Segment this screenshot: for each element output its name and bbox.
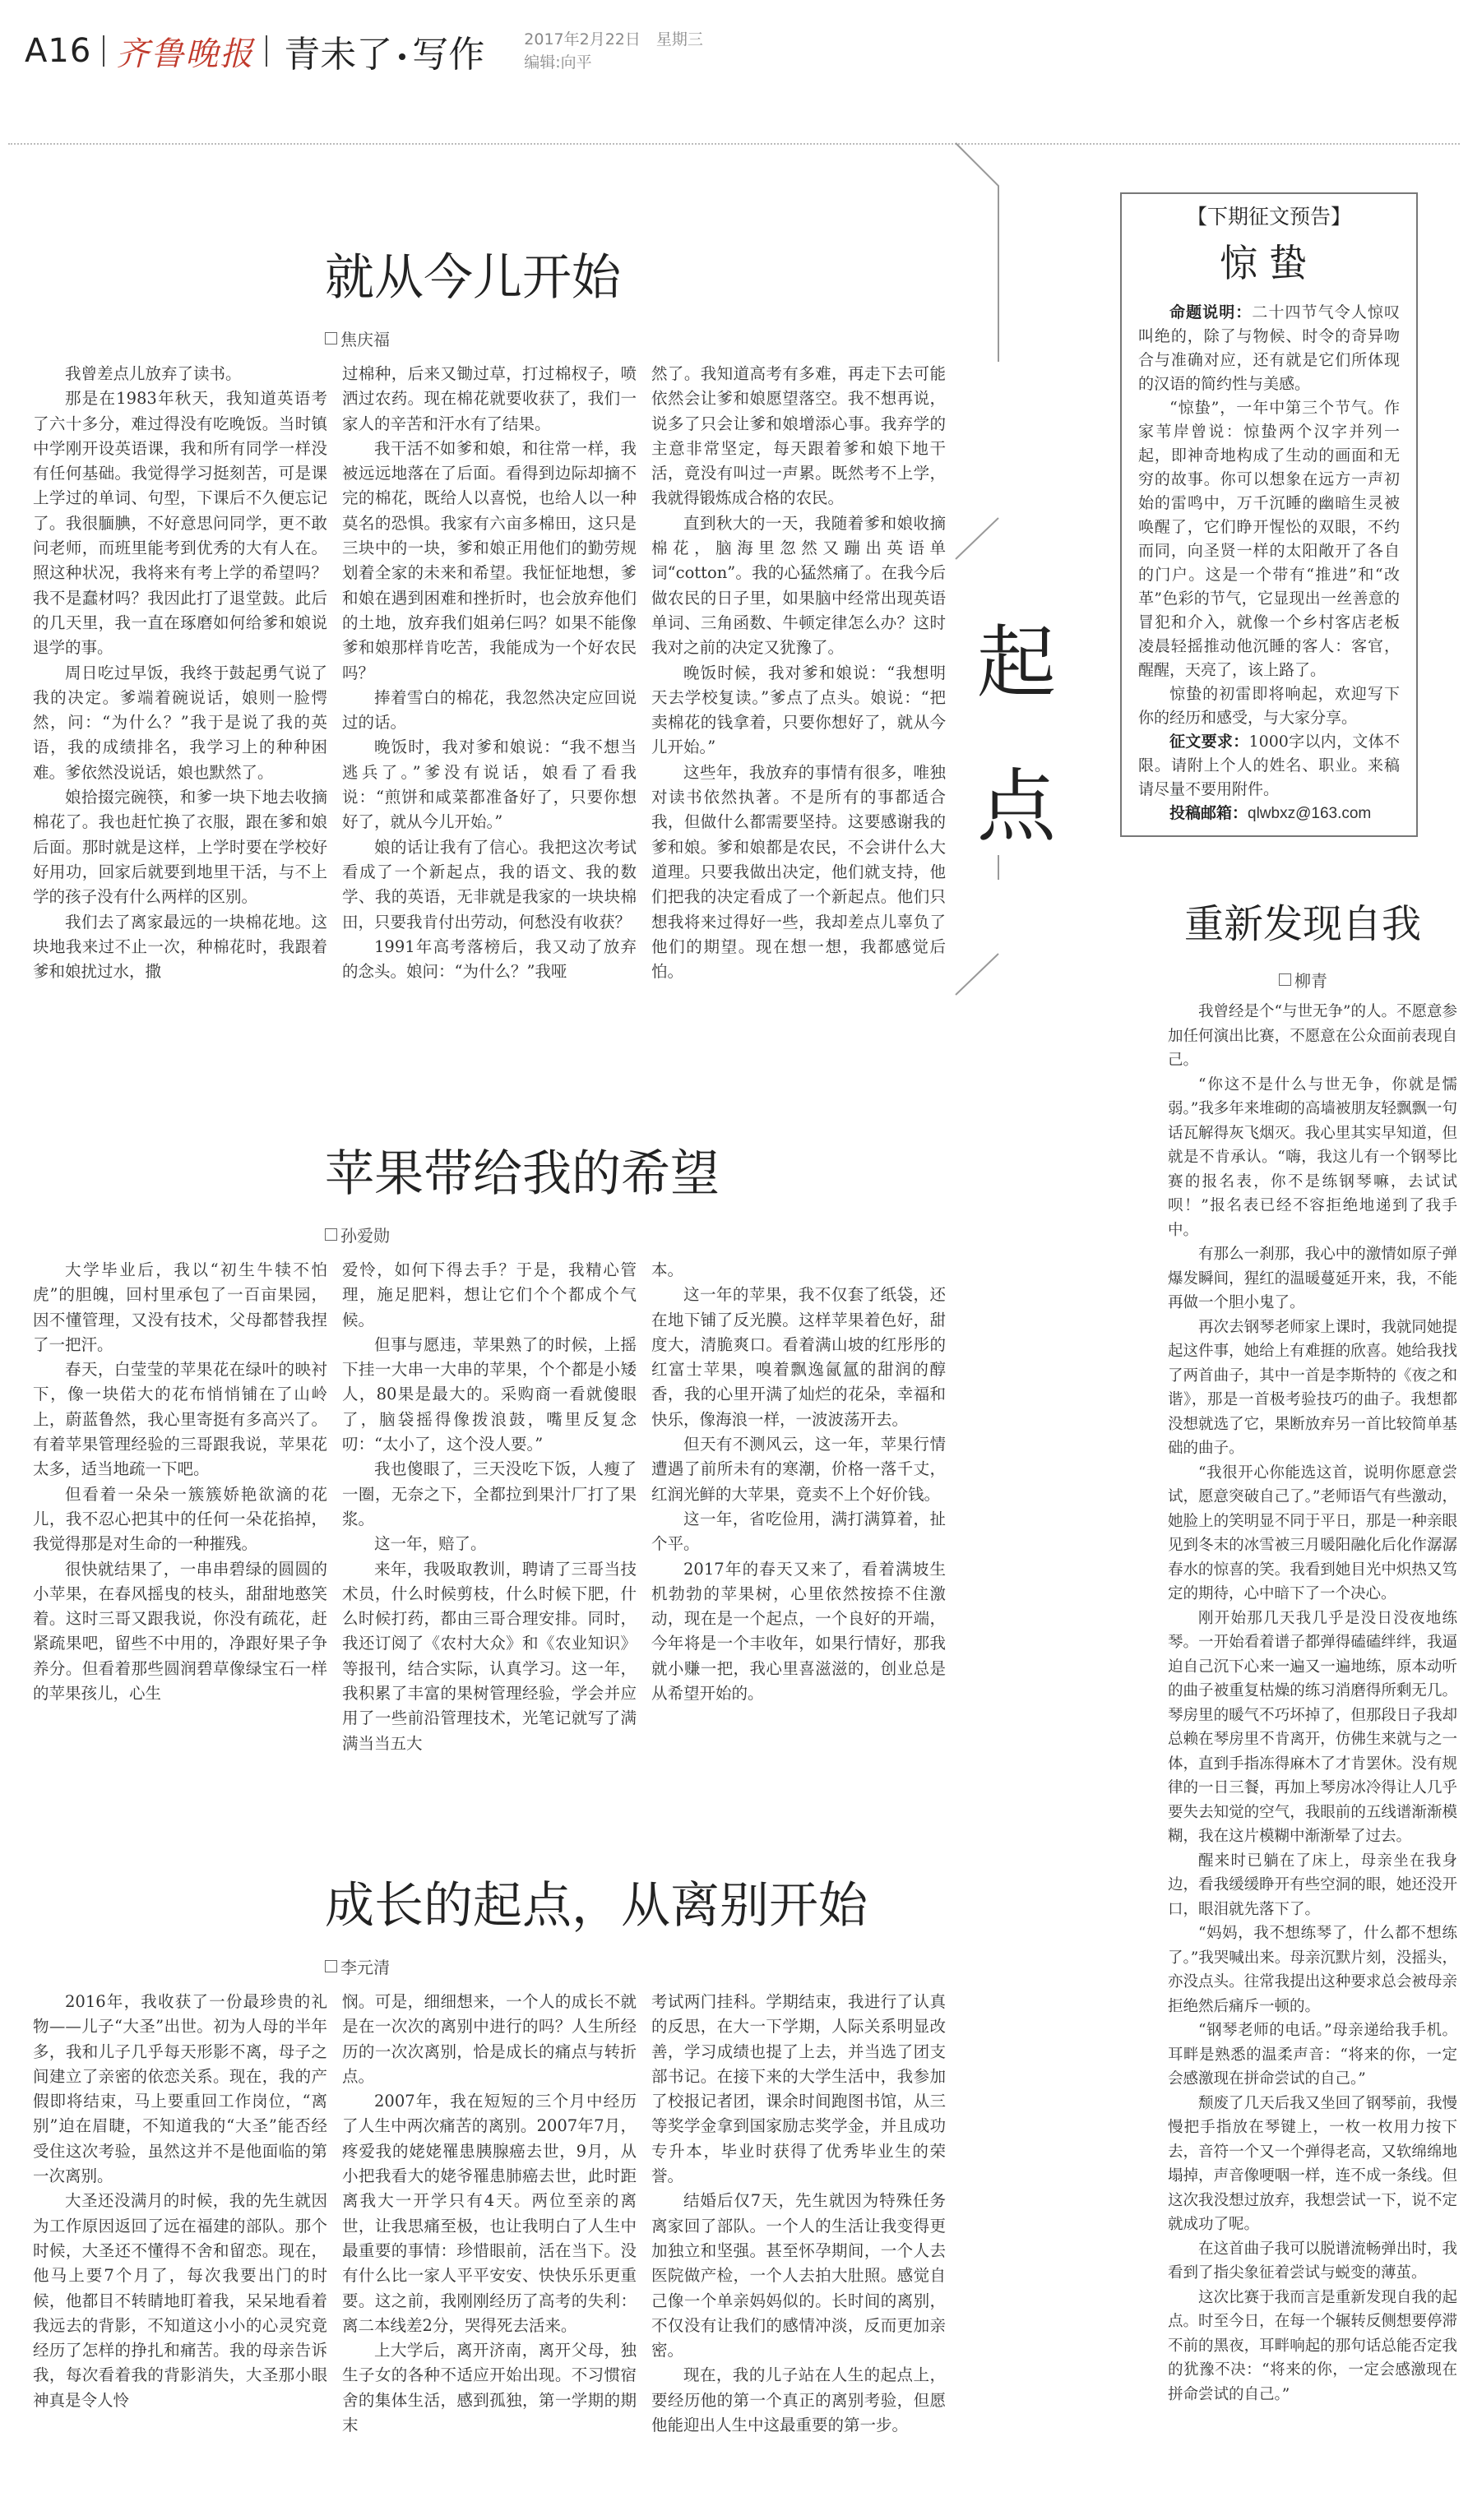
article-3-byline [325, 1954, 390, 1978]
paragraph: 2017年的春天又来了，看着满坡生机勃勃的苹果树，心里依然按捺不住激动，现在是一个起点，一个良好的开端，今年将是一个丰收年，如果行情好，那我就小赚一把，我心里喜滋滋的，创业总是从希望开始的。 [651, 1559, 946, 1704]
article-1-col-1 [33, 362, 327, 1102]
paragraph: 晚饭时候，我对爹和娘说：“我想明天去学校复读。”爹点了点头。娘说：“把卖棉花的钱拿着，只要你想好了，就从今儿开始。” [651, 663, 946, 757]
article-4-title: 重新发现自我 [1184, 901, 1422, 947]
paragraph: 来年，我吸取教训，聘请了三哥当技术员，什么时候剪枝，什么时候下肥，什么时候打药，都由三哥合理安排。同时，我还订阅了《农村大众》和《农业知识》等报刊，结合实际，认真学习。这一年，我积累了丰富的果树管理经验，学会并应用了一些前沿管理技术，光笔记就写了满满当当五大 [342, 1559, 637, 1753]
article-2-col-2 [342, 1258, 637, 1842]
paragraph: 现在，我的儿子站在人生的起点上，要经历他的第一个真正的离别考验，但愿他能迎出人生中这最重要的第一步。 [651, 2365, 946, 2435]
paragraph: 爱怜，如何下得去手？于是，我精心管理，施足肥料，想让它们个个都成个气候。 [342, 1260, 637, 1329]
section-title-main: 青未了 [284, 34, 393, 76]
paragraph: 捧着雪白的棉花，我忽然决定应回说过的话。 [342, 687, 637, 733]
paragraph: 我也傻眼了，三天没吃下饭，人瘦了一圈，无奈之下，全都拉到果汁厂打了果浆。 [342, 1459, 637, 1528]
section-title [284, 25, 484, 77]
paragraph: 我曾差点儿放弃了读书。 [65, 364, 242, 383]
article-3-title: 成长的起点，从离别开始 [325, 1877, 868, 1935]
article-1-col-3 [651, 362, 946, 1102]
paragraph: 在这首曲子我可以脱谱流畅弹出时，我看到了指尖象征着尝试与蜕变的薄茧。 [1168, 2240, 1457, 2282]
paragraph: 颓废了几天后我又坐回了钢琴前，我慢慢把手指放在琴键上，一枚一枚用力按下去，音符一个又一个弹得老高，又软绵绵地塌掉，声音像哽咽一样，连不成一条线。但这次我没想过放弃，我想尝试一下，说不定就成功了呢。 [1168, 2094, 1457, 2233]
paragraph: 我干活不如爹和娘，和往常一样，我被远远地落在了后面。看得到边际却摘不完的棉花，既给人以喜悦，也给人以一种莫名的恐惧。我家有六亩多棉田，这只是三块中的一块，爹和娘正用他们的勤劳规划着全家的未来和希望。我怔怔地想，爹和娘在遇到困难和挫折时，也会放弃他们的土地，放弃我们姐弟仨吗？如果不能像爹和娘那样肯吃苦，我能成为一个好农民吗？ [342, 438, 637, 682]
notice-paragraph: 惊蛰的初雷即将响起，欢迎写下你的经历和感受，与大家分享。 [1138, 685, 1400, 727]
article-3-col-3 [651, 1990, 946, 2499]
byline-box-icon [1279, 973, 1291, 986]
paragraph: 醒来时已躺在了床上，母亲坐在我身边，看我缓缓睁开有些空洞的眼，她还没开口，眼泪就先落下了。 [1168, 1852, 1457, 1918]
notice-description [1138, 301, 1400, 396]
article-3-body [33, 1990, 946, 2499]
header-rule [8, 143, 1460, 145]
article-4-author: 柳青 [1294, 971, 1327, 991]
notice-email-label: 投稿邮箱： [1169, 804, 1248, 822]
paragraph: 刚开始那几天我几乎是没日没夜地练琴。一开始看着谱子都弹得磕磕绊绊，我逼迫自己沉下心来一遍又一遍地练，原本动听的曲子被重复枯燥的练习消磨得所剩无几。琴房里的暖气不巧坏掉了，但那段日子我却总赖在琴房里不肯离开，仿佛生来就与之一体，直到手指冻得麻木了才肯罢休。没有规律的一日三餐，再加上琴房冰冷得让人几乎要失去知觉的空气，我眼前的五线谱渐渐模糊，我在这片模糊中渐渐晕了过去。 [1168, 1609, 1457, 1845]
article-3-col-2 [342, 1990, 637, 2499]
article-2-title: 苹果带给我的希望 [325, 1145, 720, 1203]
paragraph: “我很开心你能选这首，说明你愿意尝试，愿意突破自己了。”老师语气有些激动，她脸上的笑明显不同于平日，那是一种亲眼见到冬末的冰雪被三月暖阳融化后化作潺潺春水的惊喜的笑。我看到她目光中炽热又笃定的期待，心中暗下了一个决心。 [1168, 1463, 1457, 1602]
page-number: A16 [25, 32, 92, 70]
paragraph: 但看着一朵朵一簇簇娇艳欲滴的花儿，我不忍心把其中的任何一朵花掐掉，我觉得那是对生命的一种摧残。 [33, 1484, 327, 1554]
paragraph: 结婚后仅7天，先生就因为特殊任务离家回了部队。一个人的生活让我变得更加独立和坚强。甚至怀孕期间，一个人去医院做产检，一个人去拍大肚照。感觉自己像一个单亲妈妈似的。长时间的离别，不仅没有让我们的感情冲淡，反而更加亲密。 [651, 2191, 946, 2360]
paragraph: 我们去了离家最远的一块棉花地。这块地我来过不止一次，种棉花时，我跟着爹和娘扰过水，撒 [33, 912, 327, 982]
article-3-col-1 [33, 1990, 327, 2499]
editor-credit: 编辑:向平 [524, 53, 592, 72]
issue-meta [524, 28, 703, 74]
paragraph: 这一年，赔了。 [374, 1534, 487, 1554]
paragraph: 上大学后，离开济南，离开父母，独生子女的各种不适应开始出现。不习惯宿舍的集体生活，感到孤独，第一学期的期末 [342, 2341, 637, 2435]
article-1-author: 焦庆福 [340, 330, 390, 349]
article-1-body [33, 362, 946, 1102]
paragraph: 再次去钢琴老师家上课时，我就同她提起这件事，她给上有难捱的欣喜。她给我找了两首曲子，其中一首是李斯特的《夜之和谐》，那是一首极考验技巧的曲子。我想都没想就选了它，果断放弃另一首比较简单基础的曲子。 [1168, 1318, 1457, 1457]
article-2-body [33, 1258, 946, 1842]
article-4-body [1168, 1000, 1457, 2504]
article-1-byline [325, 326, 390, 350]
notice-requirements [1138, 730, 1400, 802]
notice-tag: 【下期征文预告】 [1186, 205, 1351, 229]
byline-box-icon [325, 332, 337, 344]
paragraph: 本。 [651, 1260, 684, 1279]
divider-line-mid [956, 518, 998, 559]
notice-req-label: 征文要求： [1169, 733, 1249, 751]
paragraph: 过棉种，后来又锄过草，打过棉杈子，喷洒过农药。现在棉花就要收获了，我们一家人的辛苦和汗水有了结果。 [342, 364, 637, 433]
byline-box-icon [325, 1228, 337, 1241]
paragraph: 但天有不测风云，这一年，苹果行情遭遇了前所未有的寒潮，价格一落千丈，红润光鲜的大苹果，竟卖不上个好价钱。 [651, 1435, 946, 1504]
notice-email-line [1138, 802, 1400, 825]
article-2-byline [325, 1223, 390, 1246]
paragraph: 但事与愿违，苹果熟了的时候，上摇下挂一大串一大串的苹果，个个都是小矮人，80果是最大的。采购商一看就傻眼了，脑袋摇得像拨浪鼓，嘴里反复念叨：“太小了，这个没人要。” [342, 1334, 637, 1454]
paragraph: 2016年，我收获了一份最珍贵的礼物——儿子“大圣”出世。初为人母的半年多，我和儿子几乎每天形影不离，母子之间建立了亲密的依恋关系。现在，我的产假即将结束，马上要重回工作岗位，“离别”迫在眉睫，不知道我的“大圣”能否经受住这次考验，虽然这并不是他面临的第一次离别。 [33, 1992, 327, 2186]
paragraph: 大学毕业后，我以“初生牛犊不怕虎”的胆魄，回村里承包了一百亩果园，因不懂管理，又没有技术，父母都替我捏了一把汗。 [33, 1260, 327, 1354]
issue-date: 2017年2月22日 星期三 [524, 30, 703, 49]
call-for-submissions-box [1120, 192, 1418, 837]
section-mark-char-1: 起 [977, 617, 1056, 709]
section-dot [399, 53, 405, 60]
paragraph: “你这不是什么与世无争，你就是懦弱。”我多年来堆砌的高墙被朋友轻飘飘一句话瓦解得灰飞烟灭。我心里其实早知道，但就是不肯承认。“嗨，我这儿有一个钢琴比赛的报名表，你不是练钢琴嘛，去试试呗！”报名表已经不容拒绝地递到了我手中。 [1168, 1075, 1457, 1239]
paragraph: 直到秋大的一天，我随着爹和娘收摘棉花，脑海里忽然又蹦出英语单词“cotton”。我的心猛然痛了。在我今后做农民的日子里，如果脑中经常出现英语单词、三角函数、牛顿定律怎么办？这时我对之前的决定又犹豫了。 [651, 513, 946, 658]
paragraph: 春天，白莹莹的苹果花在绿叶的映衬下，像一块偌大的花布悄悄铺在了山岭上，蔚蓝鲁然，我心里寄挺有多高兴了。有着苹果管理经验的三哥跟我说，苹果花太多，适当地疏一下吧。 [33, 1360, 327, 1479]
article-1-title: 就从今儿开始 [325, 249, 621, 307]
notice-desc-label: 命题说明： [1169, 303, 1253, 321]
paragraph: 周日吃过早饭，我终于鼓起勇气说了我的决定。爹端着碗说话，娘则一脸愕然，问：“为什么？”我于是说了我的英语，我的成绩排名，我学习上的种种困难。爹依然没说话，娘也默然了。 [33, 663, 327, 782]
paragraph: 那是在1983年秋天，我知道英语考了六十多分，难过得没有吃晚饭。当时镇中学刚开设英语课，我和所有同学一样没有任何基础。我觉得学习挺刻苦，可是课上学过的单词、句型，下课后不久便忘记了。我很腼腆，不好意思问同学，更不敢问老师，而班里能考到优秀的大有人在。照这种状况，我将来有考上学的希望吗？我不是蠢材吗？我因此打了退堂鼓。此后的几天里，我一直在琢磨如何给爹和娘说退学的事。 [33, 389, 327, 658]
paragraph: 2007年，我在短短的三个月中经历了人生中两次痛苦的离别。2007年7月，疼爱我的姥姥罹患胰腺癌去世，9月，从小把我看大的姥爷罹患肺癌去世，此时距离我大一开学只有4天。两位至亲的离世，让我思痛至极，也让我明白了人生中最重要的事情：珍惜眼前，活在当下。没有什么比一家人平平安安、快快乐乐更重要。这之前，我刚刚经历了高考的失利：离二本线差2分，哭得死去活来。 [342, 2092, 637, 2335]
section-title-sub: 写作 [412, 34, 485, 76]
article-4-col-1 [1168, 1000, 1457, 2504]
masthead-divider [103, 35, 104, 67]
paragraph: 大圣还没满月的时候，我的先生就因为工作原因返回了远在福建的部队。那个时候，大圣还不懂得不舍和留恋。现在，他马上要7个月了，每次我要出门的时候，他都目不转睛地盯着我，呆呆地看着我远去的背影，不知道这小小的心灵究竟经历了怎样的挣扎和痛苦。我的母亲告诉我，每次看着我的背影消失，大圣那小眼神真是令人怜 [33, 2191, 327, 2410]
paragraph: 悯。可是，细细想来，一个人的成长不就是在一次次的离别中进行的吗？人生所经历的一次次离别，恰是成长的痛点与转折点。 [342, 1992, 637, 2086]
paragraph: 这一年，省吃俭用，满打满算着，扯个平。 [651, 1509, 946, 1554]
paragraph: 娘的话让我有了信心。我把这次考试看成了一个新起点，我的语文、我的数学、我的英语，无非就是我家的一块块棉田，只要我肯付出劳动，何愁没有收获？ [342, 837, 637, 932]
submission-email[interactable]: qlwbxz@163.com [1248, 805, 1372, 822]
paragraph: 晚饭时，我对爹和娘说：“我不想当逃兵了。”爹没有说话，娘看了看我说：“煎饼和咸菜都准备好了，只要你想好了，就从今儿开始。” [342, 738, 637, 832]
paragraph: 娘拾掇完碗筷，和爹一块下地去收摘棉花了。我也赶忙换了衣服，跟在爹和娘后面。那时就是这样，上学时要在学校好好用功，回家后就要到地里干活，与不上学的孩子没有什么两样的区别。 [33, 788, 327, 907]
paragraph: “钢琴老师的电话。”母亲递给我手机。耳畔是熟悉的温柔声音：“将来的你，一定会感激现在拼命尝试的自己。” [1168, 2022, 1457, 2088]
paragraph: 有那么一刹那，我心中的激情如原子弹爆发瞬间，猩红的温暖蔓延开来，我，不能再做一个胆小鬼了。 [1168, 1246, 1457, 1311]
paragraph: 很快就结果了，一串串碧绿的圆圆的小苹果，在春风摇曳的枝头，甜甜地憨笑着。这时三哥又跟我说，你没有疏花，赶紧疏果吧，留些不中用的，净跟好果子争养分。但看着那些圆润碧草像绿宝石一样的苹果孩儿，心生 [33, 1559, 327, 1704]
masthead-divider [266, 35, 267, 67]
notice-title: 惊蛰 [1220, 241, 1318, 285]
section-mark-char-2: 点 [977, 761, 1056, 853]
divider-line-low [956, 954, 998, 995]
byline-box-icon [325, 1960, 337, 1972]
paragraph: 这次比赛于我而言是重新发现自我的起点。时至今日，在每一个辗转反侧想要停滞不前的黑夜，耳畔响起的那句话总能否定我的犹豫不决：“将来的你，一定会感激现在拼命尝试的自己。” [1168, 2288, 1457, 2403]
masthead [25, 25, 703, 77]
paragraph: 然了。我知道高考有多难，再走下去可能依然会让爹和娘愿望落空。我不想再说，说多了只会让爹和娘增添心事。我弃学的主意非常坚定，每天跟着爹和娘下地干活，竟没有叫过一声累。既然考不上学，我就得锻炼成合格的农民。 [651, 364, 946, 508]
divider-line-top [956, 143, 998, 362]
article-2-col-1 [33, 1258, 327, 1842]
newspaper-logo: 齐鲁晚报 [116, 35, 255, 73]
paragraph: 考试两门挂科。学期结束，我进行了认真的反思，在大一下学期，人际关系明显改善，学习成绩也提了上去，并当选了团支部书记。在接下来的大学生活中，我参加了校报记者团，课余时间跑图书馆，从三等奖学金拿到国家励志奖学金，并且成功专升本，毕业时获得了优秀毕业生的荣誉。 [651, 1992, 946, 2186]
notice-paragraph: “惊蛰”，一年中第三个节气。作家苇岸曾说：惊蛰两个汉字并列一起，即神奇地构成了生动的画面和无穷的故事。你可以想象在远方一声初始的雷鸣中，万千沉睡的幽暗生灵被唤醒了，它们睁开惺忪的双眼，不约而同，向圣贤一样的太阳敞开了各自的门户。这是一个带有“推进”和“改革”色彩的节气，它显现出一丝善意的冒犯和介入，就像一个乡村客店老板凌晨轻摇推动他沉睡的客人：客官，醒醒，天亮了，该上路了。 [1138, 399, 1400, 679]
paragraph: 我曾经是个“与世无争”的人。不愿意参加任何演出比赛，不愿意在公众面前表现自己。 [1168, 1003, 1457, 1069]
article-4-byline [1279, 968, 1327, 992]
article-2-author: 孙爱勋 [340, 1226, 390, 1246]
paragraph: 这一年的苹果，我不仅套了纸袋，还在地下铺了反光膜。这样苹果着色好，甜度大，清脆爽口。看着满山坡的红彤彤的红富士苹果，嗅着飘逸氤氲的甜润的醇香，我的心里开满了灿烂的花朵，幸福和快乐，像海浪一样，一波波荡开去。 [651, 1285, 946, 1429]
notice-req-text: 1000字以内，文体不限。请附上个人的姓名、职业。来稿请尽量不要用附件。 [1138, 733, 1400, 798]
article-2-col-3 [651, 1258, 946, 1842]
paragraph: 1991年高考落榜后，我又动了放弃的念头。娘问：“为什么？”我哑 [342, 936, 637, 982]
article-1-col-2 [342, 362, 637, 1102]
notice-desc-text: 二十四节气令人惊叹叫绝的，除了与物候、时令的奇异吻合与准确对应，还有就是它们所体现的汉语的简约性与美感。 [1138, 303, 1400, 393]
article-3-author: 李元清 [340, 1958, 390, 1977]
paragraph: “妈妈，我不想练琴了，什么都不想练了。”我哭喊出来。母亲沉默片刻，没摇头，亦没点头。往常我提出这种要求总会被母亲拒绝然后痛斥一顿的。 [1168, 1925, 1457, 2015]
paragraph: 这些年，我放弃的事情有很多，唯独对读书依然执著。不是所有的事都适合我，但做什么都需要坚持。这要感谢我的爹和娘。爹和娘都是农民，不会讲什么大道理。只要我做出决定，他们就支持，他们把我的决定看成了一个新起点。他们只想我将来过得好一些，我却差点儿辜负了他们的期望。现在想一想，我都感觉后怕。 [651, 762, 946, 982]
